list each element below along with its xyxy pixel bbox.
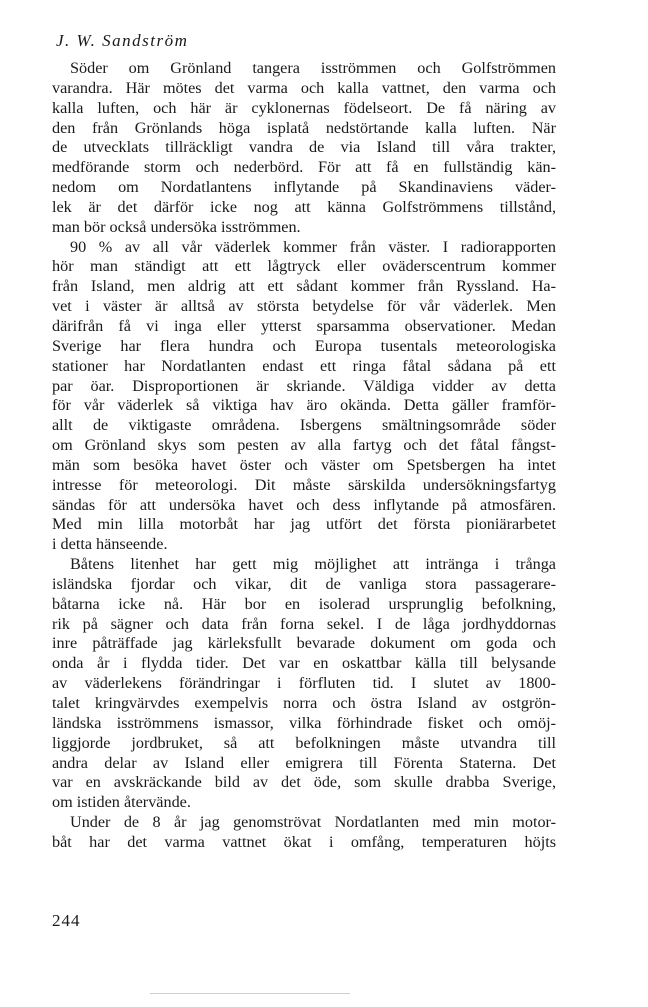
bottom-rule — [150, 993, 350, 994]
text-line: sändas för att undersöka havet och dess inflytande på atmosfären. — [52, 495, 556, 514]
text-line: Söder om Grönland tangera isströmmen och Golfströmmen — [70, 59, 556, 77]
text-line: talet kringvärvdes exempelvis norra och östra Island av ostgrön- — [52, 694, 556, 712]
text-line: medförande storm och nederbörd. För att få en fullständig kän- — [52, 158, 556, 177]
running-head: J. W. Sandström — [56, 31, 189, 50]
text-line: man bör också undersöka isströmmen. — [52, 217, 301, 236]
text-line: nedom om Nordatlantens inflytande på Skandinaviens väder- — [52, 178, 556, 197]
text-line: ländska isströmmens ismassor, vilka förhindrade fisket och omöj- — [52, 713, 556, 732]
text-line: för vår väderlek så viktiga hav äro okända. Detta gäller framför- — [52, 396, 556, 415]
text-line: rik på sägner och data från forna sekel. I de låga jordhyddornas — [52, 614, 556, 633]
paragraph — [52, 238, 556, 556]
text-line: andra delar av Island eller emigrera till Förenta Staterna. Det — [52, 753, 556, 772]
text-line: isländska fjordar och vikar, dit de vanliga stora passagerare- — [52, 574, 556, 593]
text-line: Under de 8 år jag genomströvat Nordatlanten med min motor- — [70, 813, 556, 832]
text-line: båt har det varma vattnet ökat i omfång, temperaturen höjts — [52, 832, 556, 851]
text-line: därifrån få vi inga eller ytterst sparsamma observationer. Medan — [52, 316, 556, 335]
text-line: kalla luften, och här är cyklonernas födelseort. De få näring av — [52, 98, 556, 117]
text-line: vet i väster är alltså av största betydelse för vår väderlek. Men — [52, 297, 556, 316]
text-line: onda år i flydda tider. Det var en oskattbar källa till belysande — [52, 654, 556, 673]
paragraph — [52, 59, 556, 238]
text-line: allt de viktigaste områdena. Isbergens smältningsområde söder — [52, 416, 556, 435]
text-line: från Island, men aldrig att ett sådant kommer från Ryssland. Ha- — [52, 277, 556, 296]
text-line: par öar. Disproportionen är skriande. Väldiga vidder av detta — [52, 376, 556, 395]
text-line: Sverige har flera hundra och Europa tusentals meteorologiska — [52, 336, 556, 355]
text-line: inre påträffade jag kärleksfullt bevarade dokument om goda och — [52, 634, 556, 653]
text-line: män som besöka havet öster och väster om Spetsbergen ha intet — [52, 455, 556, 474]
text-line: varandra. Här mötes det varma och kalla vattnet, den varma och — [52, 78, 556, 97]
text-line: 90 % av all vår väderlek kommer från väster. I radiorapporten — [70, 237, 556, 256]
text-line: hör man ständigt att ett lågtryck eller oväderscentrum kommer — [52, 257, 556, 276]
paragraph — [52, 555, 556, 813]
page-number: 244 — [52, 911, 81, 930]
text-line: båtarna icke nå. Här bor en isolerad ursprunglig befolkning, — [52, 594, 556, 613]
paragraph — [52, 813, 556, 853]
text-line: om istiden återvände. — [52, 793, 191, 812]
text-line: var en avskräckande bild av det öde, som skulle drabba Sverige, — [52, 773, 556, 792]
text-line: liggjorde jordbruket, så att befolkningen måste utvandra till — [52, 733, 556, 752]
text-line: de utvecklats tillräckligt vandra de via Island till våra trakter, — [52, 138, 556, 157]
text-line: av väderlekens förändringar i förfluten tid. I slutet av 1800- — [52, 674, 556, 693]
text-line: intresse för meteorologi. Dit måste särskilda undersökningsfartyg — [52, 475, 556, 494]
text-line: Med min lilla motorbåt har jag utfört det första pioniärarbetet — [52, 515, 556, 534]
text-line: Båtens litenhet har gett mig möjlighet att intränga i trånga — [70, 555, 556, 574]
text-line: den från Grönlands höga isplatå nedstörtande kalla luften. När — [52, 118, 556, 137]
text-line: lek är det därför icke nog att känna Golfströmmens tillstånd, — [52, 197, 556, 216]
body-text — [52, 59, 556, 853]
text-line: stationer har Nordatlanten endast ett ringa fåtal sådana på ett — [52, 356, 556, 375]
text-line: om Grönland skys som pesten av alla fartyg och det fåtal fångst- — [52, 436, 556, 455]
text-line: i detta hänseende. — [52, 535, 168, 554]
